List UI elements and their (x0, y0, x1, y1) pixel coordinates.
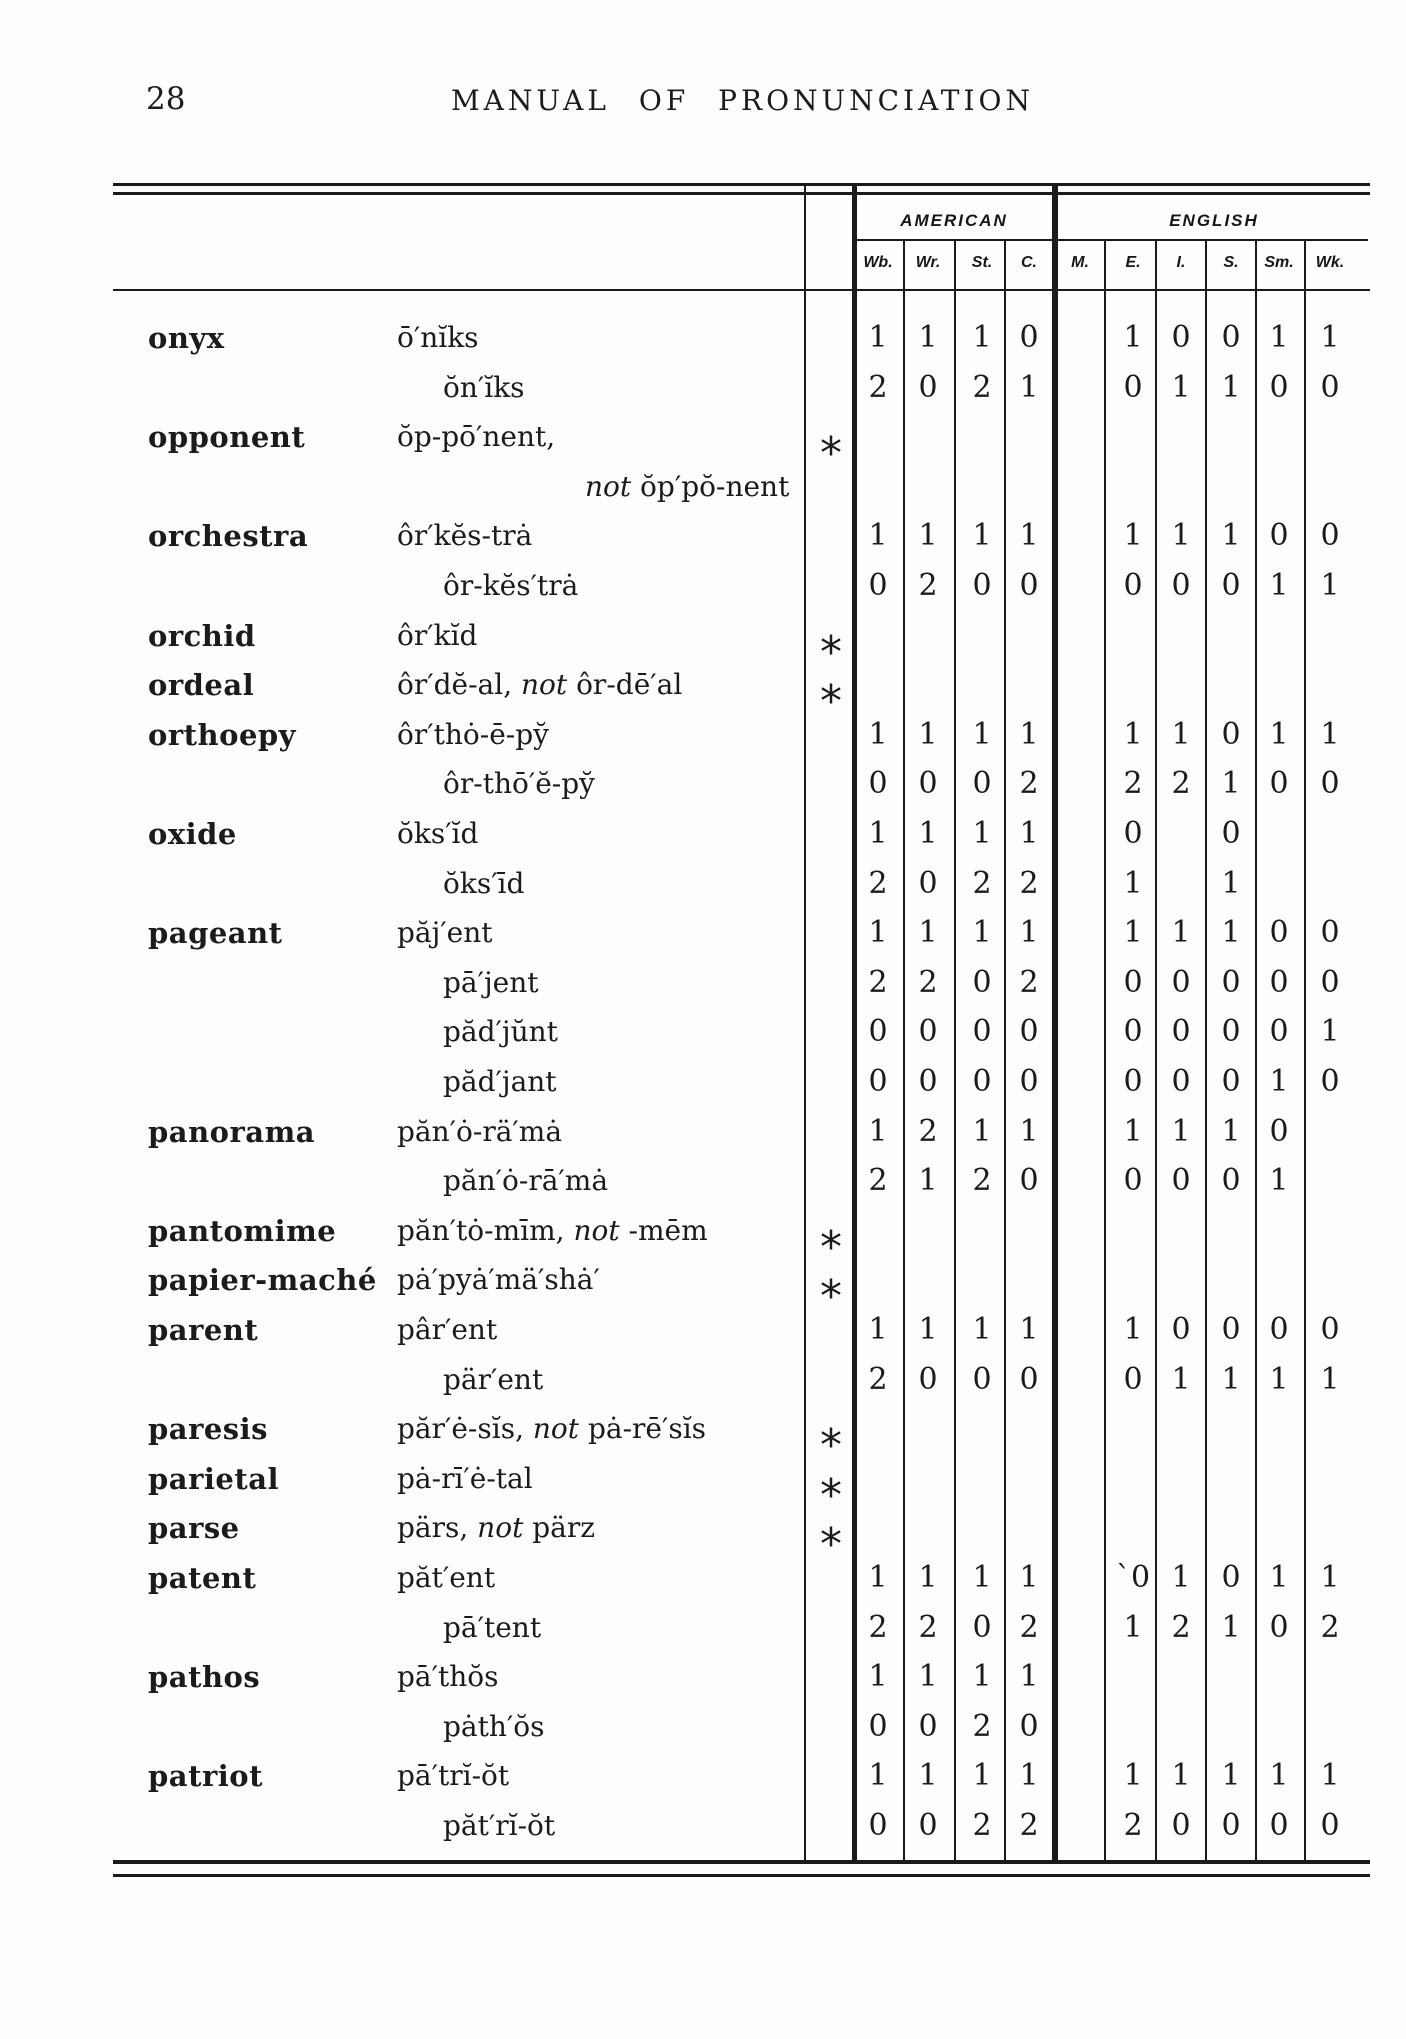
cell-wk: 0 (1320, 518, 1340, 554)
cell-sm: 1 (1269, 1064, 1289, 1099)
cell-wk: 0 (1320, 915, 1340, 951)
table-row (0, 462, 1406, 512)
cell-s: 1 (1221, 1758, 1241, 1794)
table-row (0, 660, 1406, 728)
entry-pronunciation: păr′ė-sĭs, not pȧ-rē′sĭs (397, 1412, 707, 1446)
table-bottom-rule-inner (113, 1860, 1370, 1864)
header-separator-rule (113, 289, 1370, 291)
column-group-english: ENGLISH (1169, 211, 1259, 230)
table-row (0, 1702, 1406, 1752)
table-row (0, 313, 1406, 363)
cell-wb: 2 (868, 1609, 888, 1645)
cell-c: 0 (1019, 1163, 1039, 1199)
cell-sm: 0 (1269, 518, 1289, 554)
table-row (0, 908, 1406, 958)
cell-s: 0 (1221, 1312, 1241, 1347)
cell-wk: 1 (1320, 568, 1340, 603)
cell-wr: 0 (918, 766, 938, 802)
cell-wr: 2 (918, 964, 938, 1000)
table-row (0, 1255, 1406, 1323)
cell-s: 0 (1221, 964, 1241, 1000)
cell-st: 1 (972, 1659, 992, 1695)
cell-wr: 0 (918, 1014, 938, 1050)
entry-word: ordeal (148, 668, 255, 703)
cell-wr: 2 (918, 568, 938, 603)
asterisk-mark: * (820, 676, 842, 728)
cell-i: 0 (1171, 1808, 1191, 1843)
cell-wb: 2 (868, 865, 888, 901)
entry-pronunciation: păn′tȯ-mīm, not -mēm (397, 1213, 708, 1247)
asterisk-mark: * (820, 1221, 842, 1273)
table-row (0, 1553, 1406, 1603)
cell-wk: 1 (1320, 1014, 1340, 1050)
cell-c: 1 (1019, 1758, 1039, 1794)
cell-c: 2 (1019, 1609, 1039, 1645)
cell-wk: 1 (1320, 1758, 1340, 1794)
page-number: 28 (146, 81, 186, 117)
cell-wb: 0 (868, 1708, 888, 1744)
entry-pronunciation: ôr′dĕ-al, not ôr-dē′al (397, 668, 683, 702)
cell-st: 1 (972, 816, 992, 851)
cell-s: 1 (1221, 1113, 1241, 1149)
entry-word: pathos (148, 1660, 261, 1695)
cell-st: 2 (972, 1808, 992, 1843)
entry-pronunciation: păd′jant (443, 1065, 557, 1098)
cell-e: 1 (1123, 518, 1143, 554)
cell-i: 1 (1171, 518, 1191, 554)
column-header-wk: Wk. (1315, 254, 1345, 271)
cell-e: 1 (1123, 915, 1143, 951)
cell-wk: 1 (1320, 320, 1340, 355)
cell-wr: 1 (918, 1560, 938, 1595)
entry-pronunciation: pȧ′pyȧ′mä′shȧ′ (397, 1263, 600, 1297)
cell-wk: 0 (1320, 1064, 1340, 1099)
cell-c: 0 (1019, 1708, 1039, 1744)
cell-c: 0 (1019, 1361, 1039, 1397)
cell-i: 2 (1171, 1609, 1191, 1645)
cell-wr: 1 (918, 1312, 938, 1347)
entry-pronunciation: pā′jent (443, 965, 539, 999)
cell-wb: 1 (868, 1312, 888, 1347)
entry-word: opponent (148, 420, 306, 455)
cell-s: 1 (1221, 766, 1241, 802)
cell-i: 0 (1171, 568, 1191, 603)
cell-wk: 1 (1320, 716, 1340, 752)
cell-wk: 0 (1320, 964, 1340, 1000)
cell-wr: 0 (918, 1808, 938, 1843)
cell-i: 0 (1171, 1312, 1191, 1347)
cell-wk: 1 (1320, 1361, 1340, 1397)
table-row (0, 958, 1406, 1008)
cell-i: 0 (1171, 320, 1191, 355)
cell-wr: 1 (918, 915, 938, 951)
cell-st: 1 (972, 1560, 992, 1595)
cell-st: 1 (972, 716, 992, 752)
cell-e: 0 (1123, 816, 1143, 851)
cell-sm: 1 (1269, 1560, 1289, 1595)
cell-e: `0 (1115, 1560, 1151, 1595)
table-row (0, 759, 1406, 809)
cell-s: 0 (1221, 320, 1241, 355)
cell-wr: 0 (918, 1708, 938, 1744)
cell-sm: 1 (1269, 716, 1289, 752)
column-header-i: I. (1176, 254, 1186, 271)
entry-word: parse (148, 1511, 240, 1546)
table-row (0, 1454, 1406, 1521)
entry-word: orchid (148, 618, 256, 653)
cell-c: 1 (1019, 816, 1039, 851)
cell-c: 0 (1019, 568, 1039, 603)
cell-c: 1 (1019, 1312, 1039, 1347)
cell-wr: 1 (918, 1163, 938, 1199)
cell-wk: 0 (1320, 1808, 1340, 1843)
column-header-c: C. (1021, 254, 1037, 271)
cell-st: 2 (972, 369, 992, 405)
group-underline (855, 239, 1368, 241)
cell-wk: 0 (1320, 369, 1340, 405)
cell-i: 0 (1171, 964, 1191, 1000)
cell-i: 0 (1171, 1014, 1191, 1050)
cell-i: 1 (1171, 1113, 1191, 1149)
cell-c: 0 (1019, 320, 1039, 355)
entry-pronunciation: ôr-thō′ĕ-py̆ (443, 767, 595, 801)
entry-pronunciation: pärs, not pärz (397, 1511, 595, 1545)
entry-pronunciation: ŏks′ĭd (397, 817, 479, 850)
table-row (0, 1652, 1406, 1702)
entry-word: patriot (148, 1759, 263, 1794)
cell-e: 0 (1123, 1064, 1143, 1099)
cell-s: 0 (1221, 568, 1241, 603)
table-row (0, 1603, 1406, 1653)
cell-wr: 2 (918, 1113, 938, 1149)
cell-i: 1 (1171, 369, 1191, 405)
cell-sm: 0 (1269, 1609, 1289, 1645)
cell-i: 1 (1171, 1758, 1191, 1794)
entry-pronunciation: pâr′ent (397, 1313, 498, 1346)
cell-wr: 0 (918, 865, 938, 901)
entry-pronunciation: păd′jŭnt (443, 1015, 558, 1049)
table-row (0, 561, 1406, 611)
cell-wr: 1 (918, 816, 938, 851)
cell-s: 1 (1221, 915, 1241, 951)
cell-e: 2 (1123, 1808, 1143, 1843)
table-row (0, 1404, 1406, 1472)
cell-c: 1 (1019, 1560, 1039, 1595)
entry-word: paresis (148, 1412, 268, 1447)
table-row (0, 1355, 1406, 1405)
entry-word: papier-maché (148, 1263, 377, 1298)
cell-wb: 1 (868, 1758, 888, 1794)
cell-wr: 2 (918, 1609, 938, 1645)
cell-sm: 0 (1269, 964, 1289, 1000)
entry-pronunciation: pȧth′ŏs (443, 1709, 545, 1743)
cell-sm: 1 (1269, 1163, 1289, 1199)
cell-wk: 0 (1320, 766, 1340, 802)
table-row (0, 809, 1406, 859)
entry-word: oxide (148, 817, 237, 851)
cell-st: 1 (972, 1758, 992, 1794)
cell-wr: 0 (918, 1361, 938, 1397)
entry-pronunciation: ŏn′ĭks (443, 370, 525, 404)
asterisk-mark: * (820, 1271, 842, 1323)
table-row (0, 412, 1406, 480)
cell-s: 0 (1221, 1014, 1241, 1050)
column-header-e: E. (1125, 254, 1141, 271)
cell-c: 0 (1019, 1064, 1039, 1099)
entry-pronunciation: ôr′kĭd (397, 618, 478, 652)
entry-pronunciation: păt′rĭ-ŏt (443, 1809, 556, 1842)
cell-sm: 0 (1269, 766, 1289, 802)
cell-s: 0 (1221, 816, 1241, 851)
cell-wr: 1 (918, 1659, 938, 1695)
entry-pronunciation: ôr′thȯ-ē-py̆ (397, 717, 549, 751)
cell-sm: 0 (1269, 1808, 1289, 1843)
cell-sm: 1 (1269, 320, 1289, 355)
table-row (0, 1503, 1406, 1571)
asterisk-mark: * (820, 428, 842, 480)
cell-sm: 0 (1269, 1312, 1289, 1347)
cell-s: 1 (1221, 1609, 1241, 1645)
cell-sm: 0 (1269, 915, 1289, 951)
cell-e: 0 (1123, 964, 1143, 1000)
column-header-st: St. (971, 254, 993, 271)
entry-pronunciation: pā′thŏs (397, 1660, 499, 1694)
entry-word: pageant (148, 916, 283, 951)
cell-wb: 2 (868, 1163, 888, 1199)
cell-s: 0 (1221, 1560, 1241, 1595)
cell-s: 0 (1221, 1064, 1241, 1099)
cell-s: 1 (1221, 518, 1241, 554)
table-row (0, 1107, 1406, 1157)
cell-c: 1 (1019, 915, 1039, 951)
cell-st: 2 (972, 1163, 992, 1199)
cell-i: 1 (1171, 1361, 1191, 1397)
cell-c: 1 (1019, 369, 1039, 405)
entry-pronunciation: pā′trĭ-ŏt (397, 1759, 510, 1793)
cell-e: 0 (1123, 1014, 1143, 1050)
cell-c: 1 (1019, 518, 1039, 554)
cell-wb: 0 (868, 1808, 888, 1843)
cell-wr: 1 (918, 1758, 938, 1794)
table-row (0, 363, 1406, 413)
cell-wb: 2 (868, 369, 888, 405)
cell-c: 0 (1019, 1014, 1039, 1050)
table-row (0, 859, 1406, 909)
table-top-rule-outer (113, 183, 1370, 186)
cell-st: 0 (972, 1014, 992, 1050)
cell-wk: 0 (1320, 1312, 1340, 1347)
entry-pronunciation: ŏks′īd (443, 866, 525, 900)
cell-c: 1 (1019, 1113, 1039, 1149)
entry-pronunciation: păn′ȯ-rā′mȧ (443, 1164, 609, 1198)
cell-c: 2 (1019, 865, 1039, 901)
cell-wk: 1 (1320, 1560, 1340, 1595)
cell-e: 1 (1123, 865, 1143, 901)
cell-s: 1 (1221, 865, 1241, 901)
cell-wk: 2 (1320, 1609, 1340, 1645)
cell-c: 2 (1019, 964, 1039, 1000)
cell-wr: 1 (918, 716, 938, 752)
entry-pronunciation: păj′ent (397, 916, 493, 950)
table-row (0, 1007, 1406, 1057)
cell-e: 0 (1123, 568, 1143, 603)
table-row (0, 710, 1406, 760)
cell-st: 1 (972, 1113, 992, 1149)
cell-s: 1 (1221, 369, 1241, 405)
asterisk-mark: * (820, 1469, 842, 1521)
table-row (0, 1156, 1406, 1206)
entry-pronunciation: ôr′kĕs-trȧ (397, 519, 533, 553)
entry-word: onyx (148, 321, 225, 355)
cell-st: 0 (972, 1064, 992, 1099)
table-top-rule-inner (113, 192, 1370, 195)
cell-st: 0 (972, 766, 992, 802)
cell-sm: 0 (1269, 1014, 1289, 1050)
table-row (0, 611, 1406, 678)
cell-wb: 1 (868, 1659, 888, 1695)
entry-word: orthoepy (148, 717, 297, 752)
cell-wb: 1 (868, 518, 888, 554)
entry-pronunciation: ôr-kĕs′trȧ (443, 569, 579, 602)
cell-wb: 1 (868, 320, 888, 355)
entry-pronunciation: pär′ent (443, 1362, 544, 1396)
cell-e: 1 (1123, 320, 1143, 355)
entry-word: parent (148, 1313, 259, 1347)
cell-wb: 0 (868, 1064, 888, 1099)
entry-pronunciation: pȧ-rī′ė-tal (397, 1461, 533, 1495)
cell-e: 0 (1123, 1361, 1143, 1397)
cell-e: 1 (1123, 1113, 1143, 1149)
cell-st: 1 (972, 518, 992, 554)
cell-wb: 2 (868, 1361, 888, 1397)
cell-c: 1 (1019, 1659, 1039, 1695)
page-title: MANUAL OF PRONUNCIATION (451, 84, 1034, 117)
cell-wb: 2 (868, 964, 888, 1000)
cell-wb: 1 (868, 915, 888, 951)
cell-c: 2 (1019, 766, 1039, 802)
cell-i: 0 (1171, 1064, 1191, 1099)
cell-e: 0 (1123, 1163, 1143, 1199)
column-header-sm: Sm. (1264, 254, 1294, 271)
entry-word: pantomime (148, 1213, 337, 1248)
cell-st: 1 (972, 915, 992, 951)
cell-e: 1 (1123, 1312, 1143, 1347)
cell-wb: 1 (868, 1113, 888, 1149)
entry-pronunciation: păn′ȯ-rä′mȧ (397, 1114, 563, 1148)
cell-st: 2 (972, 865, 992, 901)
entry-word: patent (148, 1561, 257, 1595)
cell-s: 1 (1221, 1361, 1241, 1397)
cell-e: 1 (1123, 1609, 1143, 1645)
column-header-wr: Wr. (915, 254, 941, 271)
cell-wb: 1 (868, 816, 888, 851)
cell-st: 0 (972, 1609, 992, 1645)
cell-s: 0 (1221, 1163, 1241, 1199)
cell-st: 0 (972, 964, 992, 1000)
cell-wb: 1 (868, 1560, 888, 1595)
cell-st: 2 (972, 1708, 992, 1744)
cell-c: 1 (1019, 716, 1039, 752)
cell-wr: 0 (918, 1064, 938, 1099)
asterisk-mark: * (820, 1519, 842, 1571)
cell-st: 1 (972, 1312, 992, 1347)
cell-i: 1 (1171, 915, 1191, 951)
cell-s: 0 (1221, 716, 1241, 752)
column-group-american: AMERICAN (900, 211, 1008, 230)
cell-e: 1 (1123, 1758, 1143, 1794)
cell-c: 2 (1019, 1808, 1039, 1843)
table-row (0, 1057, 1406, 1107)
cell-wb: 0 (868, 766, 888, 802)
asterisk-mark: * (820, 1420, 842, 1472)
cell-i: 1 (1171, 1560, 1191, 1595)
cell-s: 0 (1221, 1808, 1241, 1843)
cell-sm: 0 (1269, 369, 1289, 405)
cell-wr: 1 (918, 320, 938, 355)
entry-pronunciation: ŏp-pō′nent, (397, 420, 556, 454)
table-row (0, 1801, 1406, 1851)
cell-i: 0 (1171, 1163, 1191, 1199)
cell-sm: 1 (1269, 1361, 1289, 1397)
column-header-s: S. (1223, 254, 1239, 271)
table-row (0, 511, 1406, 561)
cell-e: 1 (1123, 716, 1143, 752)
table-row (0, 1751, 1406, 1801)
cell-wb: 1 (868, 716, 888, 752)
entry-pronunciation: ō′nĭks (397, 321, 479, 354)
entry-word: orchestra (148, 519, 309, 554)
cell-st: 1 (972, 320, 992, 355)
cell-sm: 1 (1269, 568, 1289, 603)
cell-wb: 0 (868, 1014, 888, 1050)
table-row (0, 1206, 1406, 1273)
table-row (0, 1305, 1406, 1355)
cell-i: 1 (1171, 716, 1191, 752)
cell-st: 0 (972, 568, 992, 603)
cell-wb: 0 (868, 568, 888, 603)
cell-wr: 0 (918, 369, 938, 405)
entry-pronunciation: pā′tent (443, 1610, 542, 1644)
table-bottom-rule-outer (113, 1874, 1370, 1877)
cell-e: 0 (1123, 369, 1143, 405)
cell-st: 0 (972, 1361, 992, 1397)
entry-word: parietal (148, 1461, 280, 1496)
cell-i: 2 (1171, 766, 1191, 802)
cell-sm: 0 (1269, 1113, 1289, 1149)
column-header-wb: Wb. (863, 254, 893, 271)
asterisk-mark: * (820, 626, 842, 678)
entry-pronunciation: păt′ent (397, 1561, 496, 1594)
cell-e: 2 (1123, 766, 1143, 802)
entry-word: panorama (148, 1114, 316, 1149)
entry-pronunciation: not ŏp′pŏ-nent (585, 469, 790, 503)
cell-sm: 1 (1269, 1758, 1289, 1794)
cell-wr: 1 (918, 518, 938, 554)
column-header-m: M. (1071, 254, 1089, 271)
